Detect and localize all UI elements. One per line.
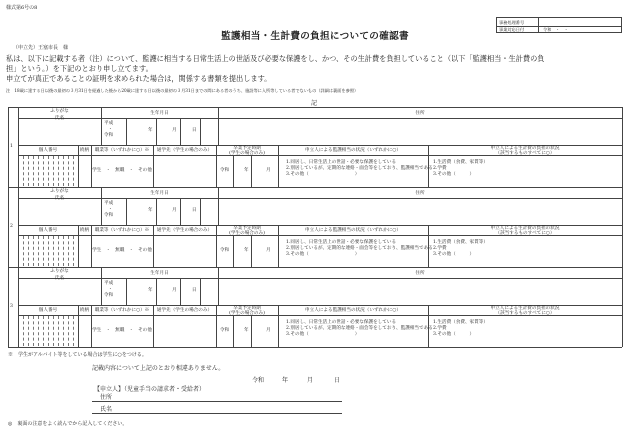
expense-label: 申立人による生計費の負担の状況 （該当するものすべてに○） <box>490 306 560 317</box>
grad-year: 年 <box>244 168 249 173</box>
confirm-text: 記載内容について上記のとおり相違ありません。 <box>92 365 225 372</box>
birth-label: 生年月日 <box>150 111 169 116</box>
era-reiwa: 令和 <box>104 213 114 218</box>
document-title: 監護相当・生計費の負担についての確認書 <box>221 31 409 42</box>
expense-option[interactable]: 1.生活費（食費、家賃等） <box>433 160 488 165</box>
date-year-label: 年 <box>282 377 289 384</box>
row-number: 2 <box>10 224 13 229</box>
name-label: 氏名 <box>54 116 65 121</box>
custody-option[interactable]: 3.その他（ ） <box>286 332 360 337</box>
occupation-label: 職業等（いずれかに○）※ <box>94 308 150 313</box>
date-day-label: 日 <box>334 377 341 384</box>
grad-reiwa: 令和 <box>220 328 230 333</box>
furigana-label: ふりがな <box>50 189 69 194</box>
custody-option[interactable]: 1.同居し、日常生活上の世話・必要な保護をしている <box>286 240 397 245</box>
expense-option[interactable]: 3.その他（ ） <box>433 332 475 337</box>
custody-option[interactable]: 1.同居し、日常生活上の世話・必要な保護をしている <box>286 320 397 325</box>
name-label: 氏名 <box>54 196 65 201</box>
birth-ymd: 年 <box>148 128 153 133</box>
birth-label: 生年月日 <box>150 191 169 196</box>
admin-row-2-label: 事業対応日付 <box>499 27 525 32</box>
address-label: 住所 <box>415 271 425 276</box>
row-number: 1 <box>10 144 13 149</box>
occupation-options[interactable]: 学生 ・ 無職 ・ その他 <box>92 328 152 333</box>
birth-ymd: 日 <box>192 208 197 213</box>
custody-option[interactable]: 2.別居しているが、定期的な連絡・面会等をしており、監護相当である <box>286 166 433 171</box>
occupation-options[interactable]: 学生 ・ 無職 ・ その他 <box>92 248 152 253</box>
grad-reiwa: 令和 <box>220 168 230 173</box>
intro-line-1: 私は、以下に記載する者（注）について、監護に相当する日常生活上の世話及び必要な保護をし、かつ、その生計費を負担していること（以下「監護相当・生計費の負 <box>6 54 545 63</box>
address-label: 住所 <box>415 191 425 196</box>
intro-line-3: 申立てが真正であることの証明を求められた場合は，関係する書類を提出します。 <box>6 74 272 83</box>
relation-label: 続柄 <box>79 228 90 233</box>
name-label: 氏名 <box>54 276 65 281</box>
graduation-label: 卒業予定時期 (学生の場合のみ) <box>229 306 265 317</box>
grad-month: 月 <box>266 328 271 333</box>
bottom-note: ◎ 裏面の注意をよく読んでから記入してください。 <box>8 421 128 427</box>
applicant-label: 【申立人】（児童手当の請求者・受給者） <box>94 386 206 393</box>
note-line: 注 18歳に達する日以後の最初の３月31日を経過した後から20歳に達する日以後の最初の３月31日までの間にある者のうち、施設等に入所等している者でないもの（詳細は裏面を参照） <box>6 88 359 93</box>
school-label: 通学先（学生の場合のみ） <box>156 148 213 153</box>
expense-label: 申立人による生計費の負担の状況 （該当するものすべてに○） <box>490 226 560 237</box>
occupation-options[interactable]: 学生 ・ 無職 ・ その他 <box>92 168 152 173</box>
addressee: （申立先）王塞市長 様 <box>13 45 69 51</box>
era-reiwa: 令和 <box>104 133 114 138</box>
occupation-label: 職業等（いずれかに○）※ <box>94 148 150 153</box>
expense-label: 申立人による生計費の負担の状況 （該当するものすべてに○） <box>490 146 560 157</box>
birth-ymd: 日 <box>192 288 197 293</box>
grad-year: 年 <box>244 248 249 253</box>
graduation-label: 卒業予定時期 (学生の場合のみ) <box>229 146 265 157</box>
birth-ymd: 日 <box>192 128 197 133</box>
expense-option[interactable]: 3.その他（ ） <box>433 172 475 177</box>
custody-option[interactable]: 1.同居し、日常生活上の世話・必要な保護をしている <box>286 160 397 165</box>
footnote: ※ 学生がアルバイト等をしている場合は学生に○をつける。 <box>8 352 147 358</box>
expense-option[interactable]: 3.その他（ ） <box>433 252 475 257</box>
custody-label: 申立人による監護相当の状況（いずれかに○） <box>305 228 401 233</box>
era-heisei: 平成 <box>104 281 114 286</box>
intro-line-2: 担」という。）を下記のとおり申し立てます。 <box>6 64 153 73</box>
era-dot: ・ <box>108 287 113 292</box>
school-label: 通学先（学生の場合のみ） <box>156 228 213 233</box>
birth-ymd: 年 <box>148 288 153 293</box>
furigana-label: ふりがな <box>50 269 69 274</box>
expense-option[interactable]: 2.学費 <box>433 166 447 171</box>
applicant-name-label[interactable]: 氏名 <box>100 406 113 413</box>
custody-option[interactable]: 3.その他（ ） <box>286 252 360 257</box>
era-dot: ・ <box>108 127 113 132</box>
era-heisei: 平成 <box>104 121 114 126</box>
furigana-label: ふりがな <box>50 109 69 114</box>
grad-reiwa: 令和 <box>220 248 230 253</box>
personal-no-label: 個人番号 <box>38 228 58 233</box>
era-heisei: 平成 <box>104 201 114 206</box>
expense-option[interactable]: 1.生活費（食費、家賃等） <box>433 240 488 245</box>
grad-year: 年 <box>244 328 249 333</box>
custody-option[interactable]: 3.その他（ ） <box>286 172 360 177</box>
custody-label: 申立人による監護相当の状況（いずれかに○） <box>305 148 401 153</box>
relation-label: 続柄 <box>79 308 90 313</box>
birth-ymd: 月 <box>172 208 177 213</box>
personal-no-label: 個人番号 <box>38 308 58 313</box>
birth-label: 生年月日 <box>150 271 169 276</box>
personal-no-label: 個人番号 <box>38 148 58 153</box>
form-number: 様式第6号の8 <box>6 5 38 11</box>
ki-label: 記 <box>311 100 318 107</box>
birth-ymd: 年 <box>148 208 153 213</box>
address-label: 住所 <box>415 111 425 116</box>
era-dot: ・ <box>108 207 113 212</box>
expense-option[interactable]: 1.生活費（食費、家賃等） <box>433 320 488 325</box>
era-reiwa: 令和 <box>104 293 114 298</box>
occupation-label: 職業等（いずれかに○）※ <box>94 228 150 233</box>
birth-ymd: 月 <box>172 288 177 293</box>
row-number: 3 <box>10 304 13 309</box>
date-month-label: 月 <box>307 377 314 384</box>
custody-option[interactable]: 2.別居しているが、定期的な連絡・面会等をしており、監護相当である <box>286 326 433 331</box>
relation-label: 続柄 <box>79 148 90 153</box>
applicant-address-label[interactable]: 住所 <box>100 394 113 401</box>
school-label: 通学先（学生の場合のみ） <box>156 308 213 313</box>
admin-row-2-value: 令和 ・ ・ <box>543 27 569 32</box>
date-era: 令和 <box>252 377 265 384</box>
grad-month: 月 <box>266 248 271 253</box>
expense-option[interactable]: 2.学費 <box>433 246 447 251</box>
custody-label: 申立人による監護相当の状況（いずれかに○） <box>305 308 401 313</box>
graduation-label: 卒業予定時期 (学生の場合のみ) <box>229 226 265 237</box>
admin-row-1-label: 事務処理番号 <box>499 19 525 25</box>
expense-option[interactable]: 2.学費 <box>433 326 447 331</box>
birth-ymd: 月 <box>172 128 177 133</box>
custody-option[interactable]: 2.別居しているが、定期的な連絡・面会等をしており、監護相当である <box>286 246 433 251</box>
registration-table <box>8 107 622 347</box>
grad-month: 月 <box>266 168 271 173</box>
